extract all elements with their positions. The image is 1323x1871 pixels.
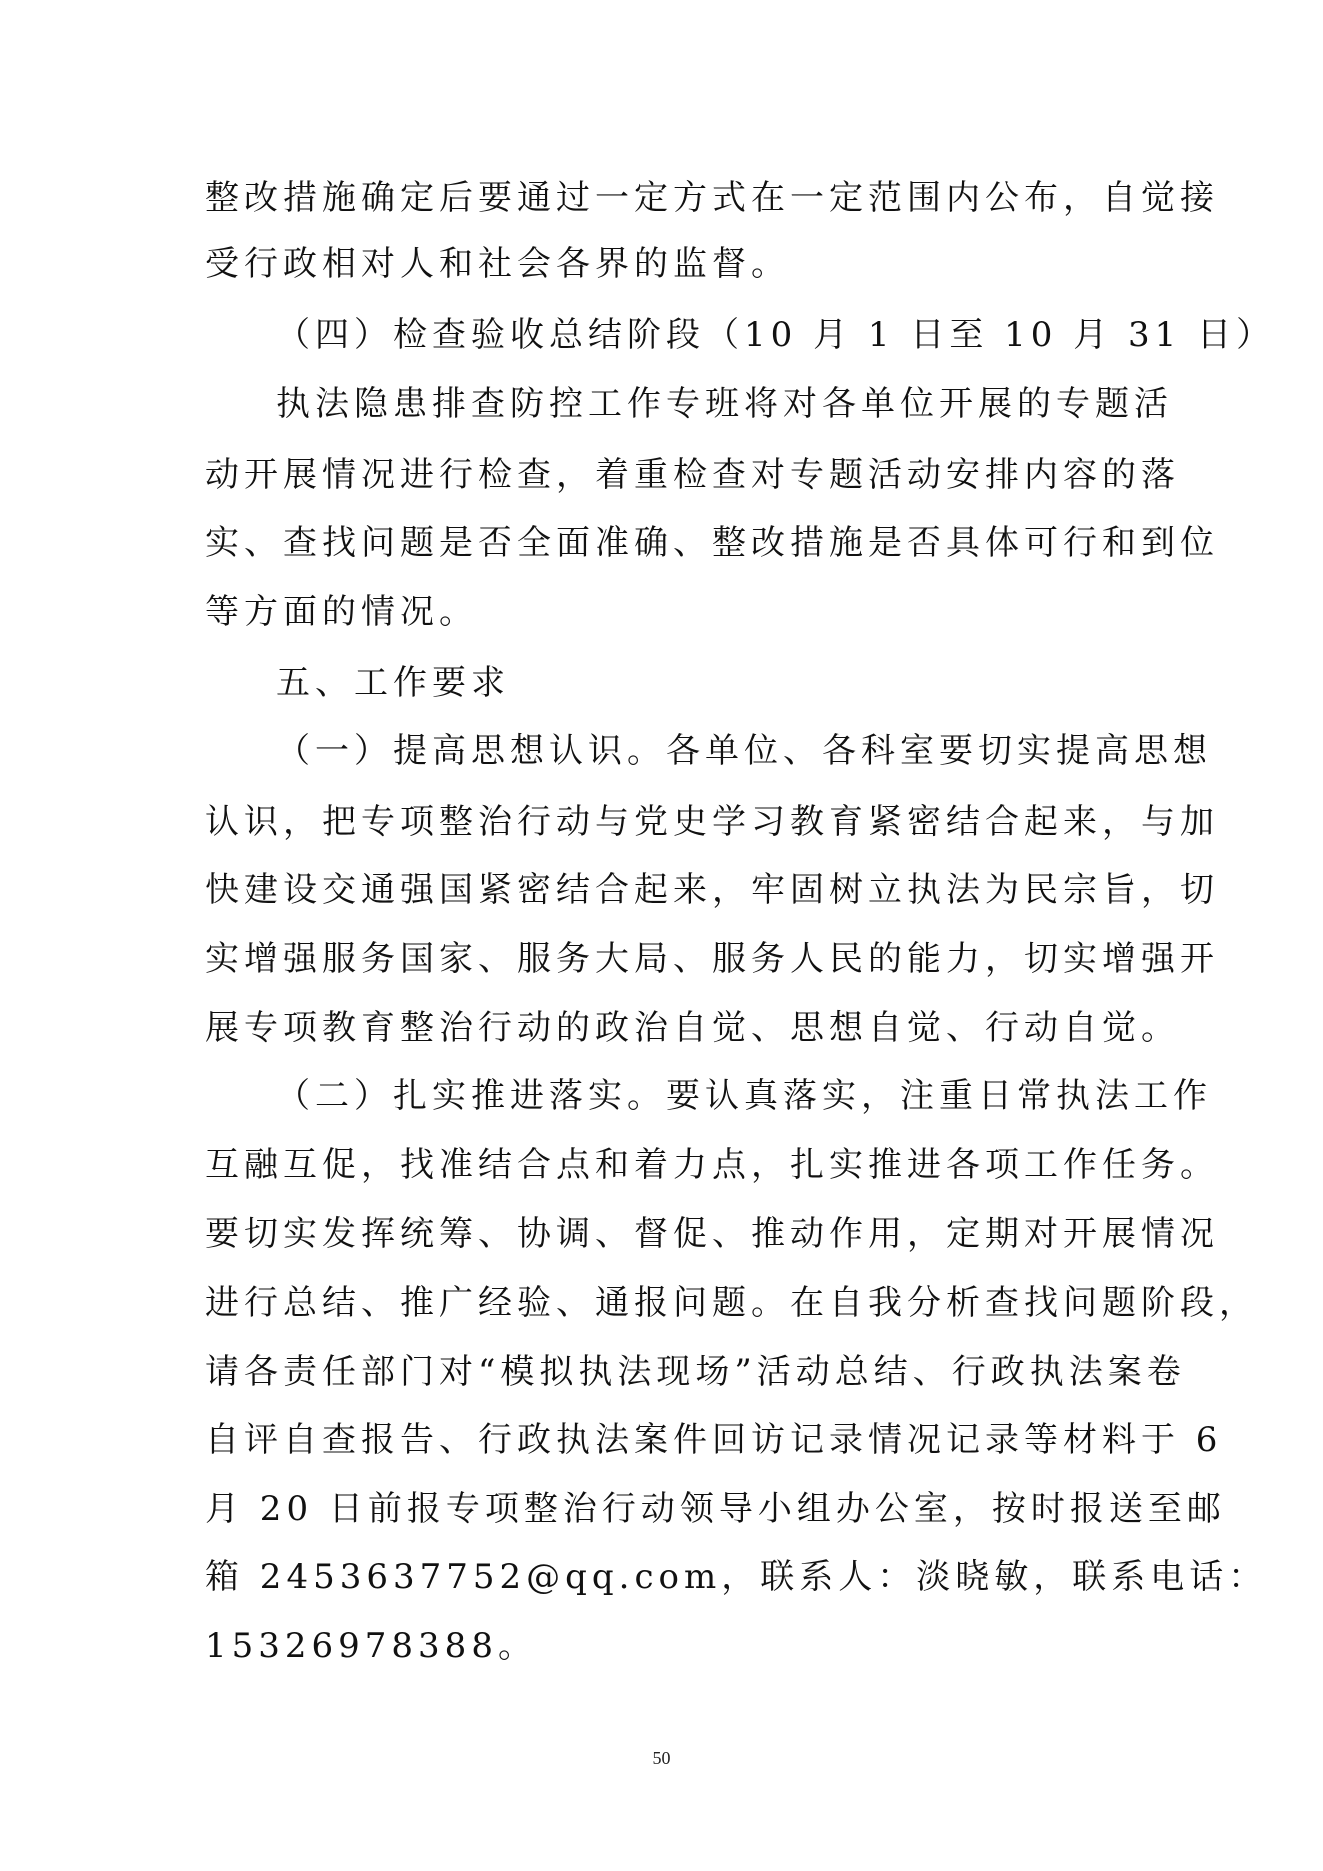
body-text-line: 箱 2453637752@qq.com，联系人：淡晓敏，联系电话：	[205, 1557, 1268, 1597]
section-heading: （四）检查验收总结阶段（10 月 1 日至 10 月 31 日）	[276, 315, 1276, 355]
body-text-line: （一）提高思想认识。各单位、各科室要切实提高思想	[276, 731, 1212, 771]
body-text-line: 15326978388。	[205, 1626, 537, 1666]
page-number: 50	[652, 1748, 671, 1768]
body-text-line: 实增强服务国家、服务大局、服务人民的能力，切实增强开	[205, 939, 1219, 979]
body-text-line: 认识，把专项整治行动与党史学习教育紧密结合起来，与加	[205, 802, 1219, 842]
body-text-line: 实、查找问题是否全面准确、整改措施是否具体可行和到位	[205, 523, 1219, 563]
body-text-line: 自评自查报告、行政执法案件回访记录情况记录等材料于 6	[205, 1420, 1223, 1460]
body-text-line: 展专项教育整治行动的政治自觉、思想自觉、行动自觉。	[205, 1008, 1180, 1048]
body-text-line: 整改措施确定后要通过一定方式在一定范围内公布，自觉接	[205, 178, 1219, 218]
body-text-line: 执法隐患排查防控工作专班将对各单位开展的专题活	[276, 384, 1173, 424]
body-text-line: 动开展情况进行检查，着重检查对专题活动安排内容的落	[205, 455, 1180, 495]
body-text-line: （二）扎实推进落实。要认真落实，注重日常执法工作	[276, 1076, 1212, 1116]
body-text-line: 进行总结、推广经验、通报问题。在自我分析查找问题阶段，	[205, 1283, 1258, 1323]
body-text-line: 要切实发挥统筹、协调、督促、推动作用，定期对开展情况	[205, 1214, 1219, 1254]
body-text-line: 互融互促，找准结合点和着力点，扎实推进各项工作任务。	[205, 1145, 1219, 1185]
body-text-line: 受行政相对人和社会各界的监督。	[205, 244, 790, 284]
body-text-line: 请各责任部门对“模拟执法现场”活动总结、行政执法案卷	[205, 1352, 1186, 1392]
body-text-line: 月 20 日前报专项整治行动领导小组办公室，按时报送至邮	[205, 1489, 1226, 1529]
body-text-line: 等方面的情况。	[205, 592, 478, 632]
body-text-line: 快建设交通强国紧密结合起来，牢固树立执法为民宗旨，切	[205, 870, 1219, 910]
section-heading: 五、工作要求	[276, 663, 510, 703]
